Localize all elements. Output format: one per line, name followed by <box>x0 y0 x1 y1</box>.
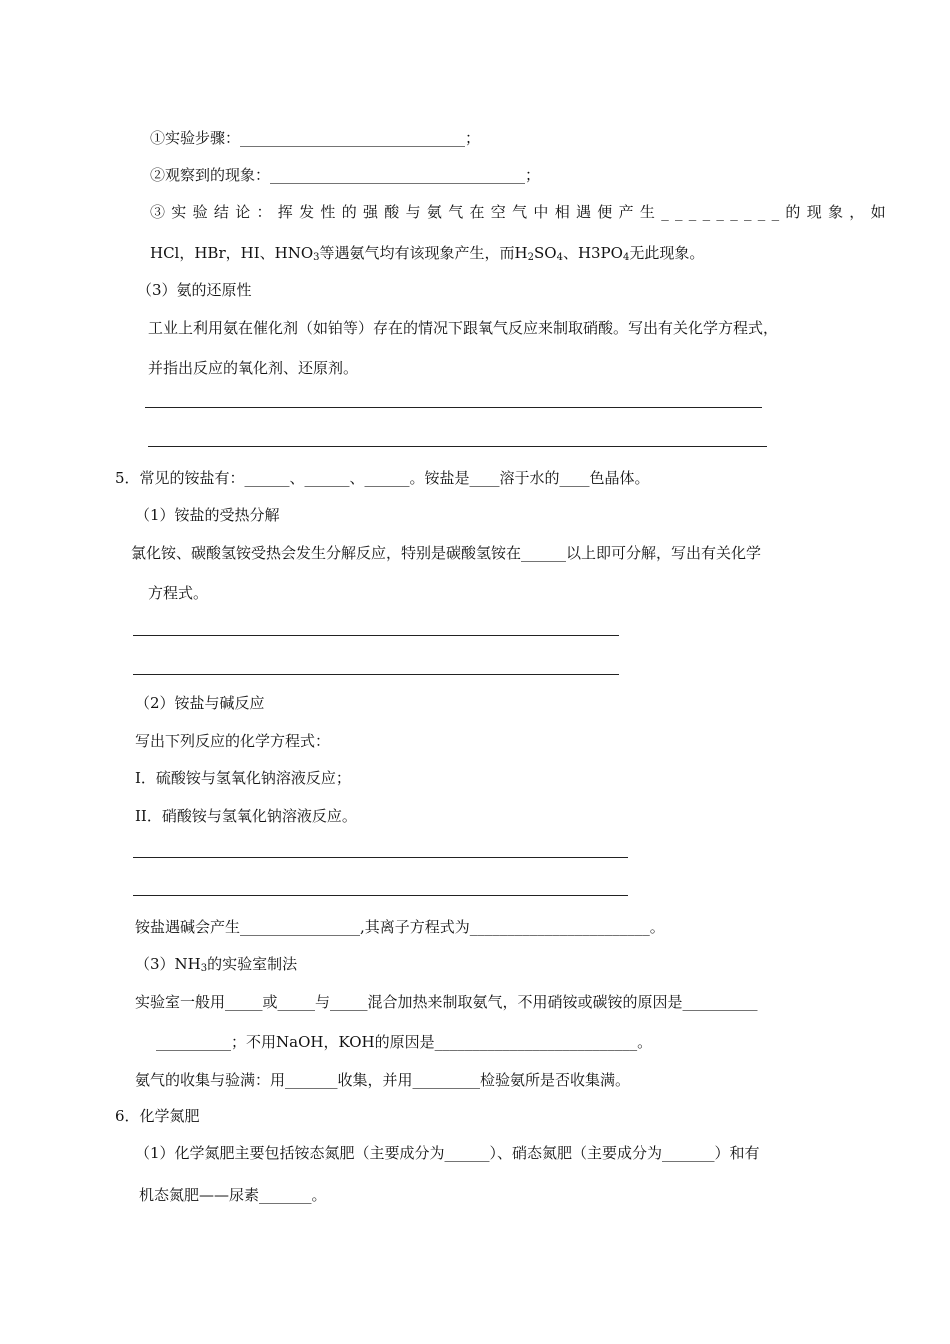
paragraph-line: 工业上利用氨在催化剂（如铂等）存在的情况下跟氧气反应来制取硝酸。写出有关化学方程式， <box>148 319 779 337</box>
answer-blank-line[interactable] <box>145 407 762 408</box>
answer-blank-line[interactable] <box>133 635 619 636</box>
acids-line: HCl，HBr，HI、$HNO_3$等遇氨气均有该现象产生，而$H_2SO_4$、$H3PO_4$无此现象。 <box>150 244 705 263</box>
question-6-heading: 6．化学氮肥 <box>115 1107 200 1125</box>
section-heading: $(3)NH_3$的实验室制法 <box>135 955 298 974</box>
paragraph-line: 氨气的收集与验满：用_______收集，并用_________检验氨所是否收集满。 <box>135 1071 631 1089</box>
section-heading: （1）铵盐的受热分解 <box>135 506 280 524</box>
paragraph-line: （1）化学氮肥主要包括铵态氮肥（主要成分为______）、硝态氮肥（主要成分为_______）和有 <box>135 1144 760 1162</box>
answer-blank-line[interactable] <box>133 895 628 896</box>
paragraph-line: 写出下列反应的化学方程式： <box>135 732 331 750</box>
paragraph-line: __________；不用NaOH，KOH的原因是___________________________。 <box>156 1033 653 1051</box>
observation-line: ②观察到的现象：__________________________________； <box>150 166 541 184</box>
paragraph-line: 方程式。 <box>148 584 209 602</box>
answer-blank-line[interactable] <box>133 857 628 858</box>
paragraph-line: 氯化铵、碳酸氢铵受热会发生分解反应，特别是碳酸氢铵在______以上即可分解，写出有关化学 <box>131 544 762 562</box>
reaction-item: I．硫酸铵与氢氧化钠溶液反应； <box>135 769 351 787</box>
paragraph-line: 实验室一般用_____或_____与_____混合加热来制取氨气，不用硝铵或碳铵的原因是__________ <box>135 993 758 1011</box>
section-heading: （2）铵盐与碱反应 <box>135 694 265 712</box>
paragraph-line: 机态氮肥——尿素_______。 <box>139 1186 327 1204</box>
paragraph-line: 并指出反应的氧化剂、还原剂。 <box>148 359 359 377</box>
step-line: ①实验步骤：______________________________； <box>150 129 481 147</box>
section-heading: （3）氨的还原性 <box>137 281 252 299</box>
question-5-heading: 5．常见的铵盐有：______、______、______。铵盐是____溶于水的____色晶体。 <box>115 469 650 487</box>
answer-blank-line[interactable] <box>148 446 767 447</box>
reaction-item: II．硝酸铵与氢氧化钠溶液反应。 <box>135 807 357 825</box>
conclusion-line: ③实验结论：挥发性的强酸与氨气在空气中相遇便产生_________的现象，如 <box>150 203 892 221</box>
answer-blank-line[interactable] <box>133 674 619 675</box>
paragraph-line: 铵盐遇碱会产生________________,其离子方程式为________________________。 <box>135 918 665 936</box>
